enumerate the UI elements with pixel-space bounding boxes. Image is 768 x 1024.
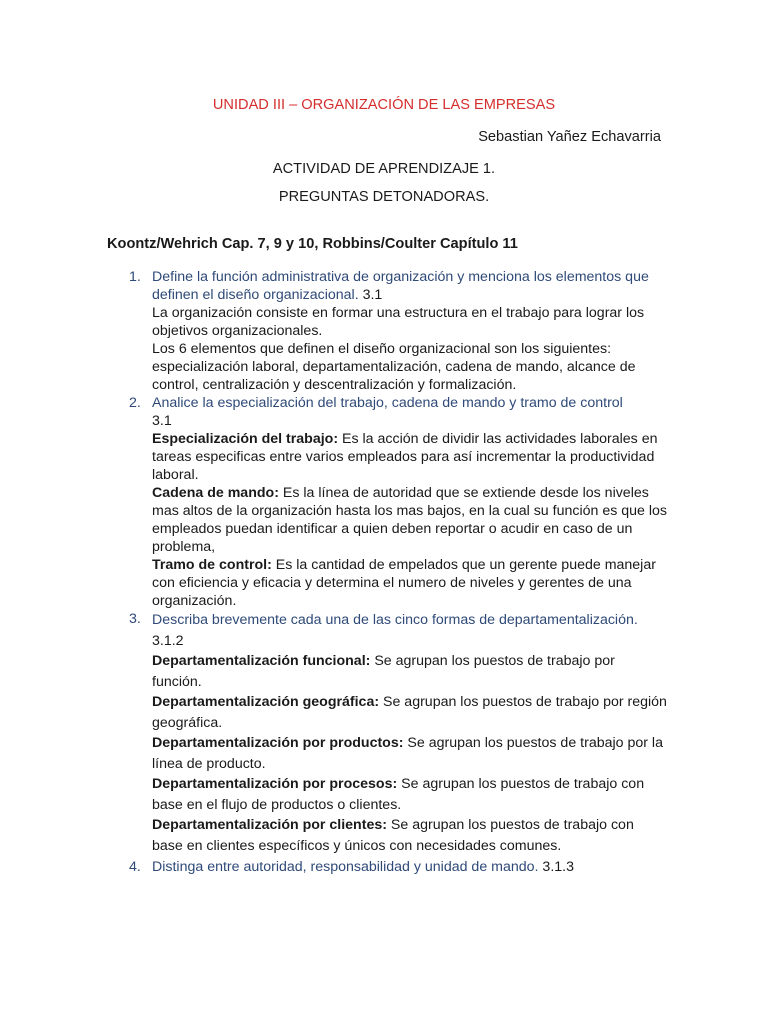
- answer-paragraph: [152, 340, 667, 394]
- answer-text: Se agrupan los puestos de trabajo por la línea de producto.: [152, 735, 663, 772]
- question-text: Describa brevemente cada una de las cinco formas de departamentalización.: [152, 612, 638, 628]
- question-ref: 3.1: [152, 413, 172, 429]
- answer-term: Cadena de mando:: [152, 485, 279, 501]
- answer-text: Se agrupan los puestos de trabajo con base en el flujo de productos o clientes.: [152, 776, 645, 813]
- answer-paragraph: [152, 556, 667, 610]
- answer-text: Se agrupan los puestos de trabajo con base en clientes específicos y únicos con necesidades comunes.: [152, 817, 634, 854]
- reference-line: Koontz/Wehrich Cap. 7, 9 y 10, Robbins/Coulter Capítulo 11: [107, 236, 518, 252]
- subtitle-heading: PREGUNTAS DETONADORAS.: [278, 189, 490, 205]
- question-number: 3.: [129, 611, 141, 627]
- question-item-4: [107, 858, 667, 876]
- answer-text: Es la línea de autoridad que se extiende desde los niveles mas altos de la organización hasta los mas bajos, en la cual su función es que los empleados puedan identificar a quien deben reportar o acudir en caso de un problema,: [152, 485, 667, 555]
- answer-text: Se agrupan los puestos de trabajo por región geográfica.: [152, 694, 667, 731]
- question-ref: 3.1: [358, 287, 383, 303]
- author-name: Sebastian Yañez Echavarria: [478, 129, 661, 145]
- question-item-2: [107, 394, 667, 610]
- question-prompt: [152, 394, 667, 412]
- activity-heading: ACTIVIDAD DE APRENDIZAJE 1.: [272, 161, 496, 177]
- answer-term: Departamentalización funcional:: [152, 653, 371, 669]
- answer-paragraph: [152, 304, 667, 340]
- question-number: 4.: [129, 859, 141, 875]
- answer-paragraph: [152, 774, 667, 815]
- answer-term: Departamentalización por productos:: [152, 735, 404, 751]
- answer-paragraph: [152, 651, 667, 692]
- question-item-3: [107, 610, 667, 856]
- answer-paragraph: [152, 430, 667, 484]
- question-list: [107, 268, 667, 876]
- question-prompt: [152, 268, 667, 304]
- question-number: 2.: [129, 395, 141, 411]
- answer-term: Especialización del trabajo:: [152, 431, 339, 447]
- answer-text: Es la acción de dividir las actividades laborales en tareas especificas entre varios empleados para así incrementar la productividad laboral.: [152, 431, 658, 483]
- answer-paragraph: [152, 733, 667, 774]
- answer-text: Se agrupan los puestos de trabajo por función.: [152, 653, 615, 690]
- answer-text: Es la cantidad de empelados que un gerente puede manejar con eficiencia y eficacia y determina el numero de niveles y gerentes de una organización.: [152, 557, 656, 609]
- question-prompt: [152, 610, 667, 651]
- question-ref: 3.1.2: [152, 632, 184, 649]
- answer-term: Tramo de control:: [152, 557, 272, 573]
- question-number: 1.: [129, 269, 141, 285]
- answer-term: Departamentalización por procesos:: [152, 776, 398, 792]
- answer-text: La organización consiste en formar una estructura en el trabajo para lograr los objetivos organizacionales.: [152, 305, 645, 339]
- answer-term: Departamentalización geográfica:: [152, 694, 380, 710]
- answer-text: Los 6 elementos que definen el diseño organizacional son los siguientes: especialización laboral, departamentalización, cadena de mando, alcance de control, centralización y descentralización y formalización.: [152, 341, 636, 393]
- question-text: Define la función administrativa de organización y menciona los elementos que definen el diseño organizacional.: [152, 269, 649, 303]
- answer-term: Departamentalización por clientes:: [152, 817, 387, 833]
- question-text: Analice la especialización del trabajo, cadena de mando y tramo de control: [152, 395, 623, 411]
- answer-paragraph: [152, 815, 667, 856]
- question-prompt: [152, 858, 667, 876]
- answer-paragraph: [152, 692, 667, 733]
- question-text: Distinga entre autoridad, responsabilidad y unidad de mando.: [152, 859, 539, 875]
- question-ref: 3.1.3: [538, 859, 574, 875]
- answer-paragraph: [152, 484, 667, 556]
- question-item-1: [107, 268, 667, 394]
- document-title: UNIDAD III – ORGANIZACIÓN DE LAS EMPRESAS: [212, 97, 556, 113]
